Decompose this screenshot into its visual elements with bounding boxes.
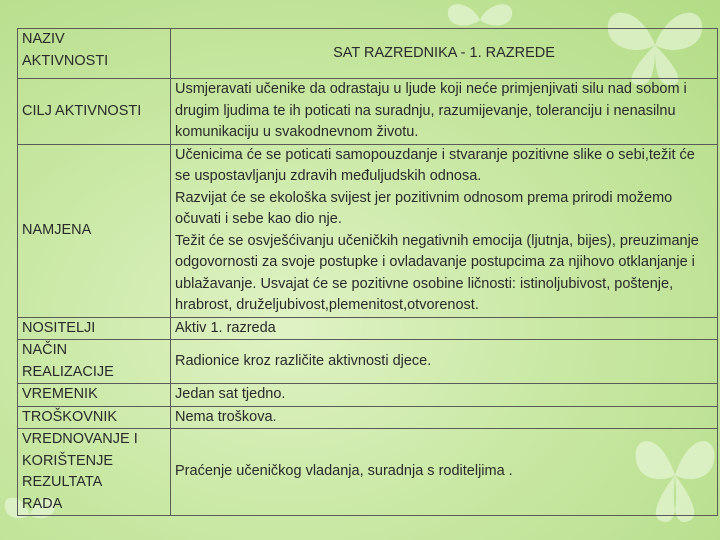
label-troskovnik: TROŠKOVNIK bbox=[18, 406, 171, 429]
value-namjena: Učenicima će se poticati samopouzdanje i stvaranje pozitivne slike o sebi,težit će se uspostavljanju zdravih međuljudskih odnosa. Razvijat će se ekološka svijest jer pozitivnim odnosom prema prirodi možemo očuvati i sebe kao dio nje. Težit će se osvješćivanju učeničkih negativnih emocija (ljutnja, bijes), preuzimanje odgovornosti za svoje postupke i ovladavanje postupcima za njihovo otklanjanje i ublažavanje. Usvajat će se pozitivne osobine ličnosti: istinoljubivost, poštenje, hrabrost, druželjubivost,plemenitost,otvorenost. bbox=[171, 144, 718, 317]
label-nacin-realizacije: NAČIN REALIZACIJE bbox=[18, 340, 171, 384]
table-row bbox=[18, 340, 718, 384]
value-cilj: Usmjeravati učenike da odrastaju u ljude koji neće primjenjivati silu nad sobom i drugim ljudima te ih poticati na suradnju, razumijevanje, toleranciju i nenasilnu komunikaciju u svakodnevnom životu. bbox=[171, 79, 718, 145]
table-row bbox=[18, 317, 718, 340]
value-troskovnik: Nema troškova. bbox=[171, 406, 718, 429]
value-vremenik: Jedan sat tjedno. bbox=[171, 384, 718, 407]
activity-title: SAT RAZREDNIKA - 1. RAZREDE bbox=[171, 29, 718, 79]
value-vrednovanje: Praćenje učeničkog vladanja, suradnja s roditeljima . bbox=[171, 429, 718, 516]
value-nacin-realizacije: Radionice kroz različite aktivnosti djece. bbox=[171, 340, 718, 384]
value-nositelji: Aktiv 1. razreda bbox=[171, 317, 718, 340]
table-row bbox=[18, 384, 718, 407]
label-naziv-aktivnosti: NAZIV AKTIVNOSTI bbox=[18, 29, 171, 79]
table-row bbox=[18, 429, 718, 516]
table-row bbox=[18, 406, 718, 429]
label-cilj: CILJ AKTIVNOSTI bbox=[18, 79, 171, 145]
label-vremenik: VREMENIK bbox=[18, 384, 171, 407]
label-nositelji: NOSITELJI bbox=[18, 317, 171, 340]
label-namjena: NAMJENA bbox=[18, 144, 171, 317]
label-vrednovanje: VREDNOVANJE I KORIŠTENJE REZULTATA RADA bbox=[18, 429, 171, 516]
table-row bbox=[18, 79, 718, 145]
table-row bbox=[18, 144, 718, 317]
table-row-header bbox=[18, 29, 718, 79]
activity-table bbox=[17, 28, 718, 516]
